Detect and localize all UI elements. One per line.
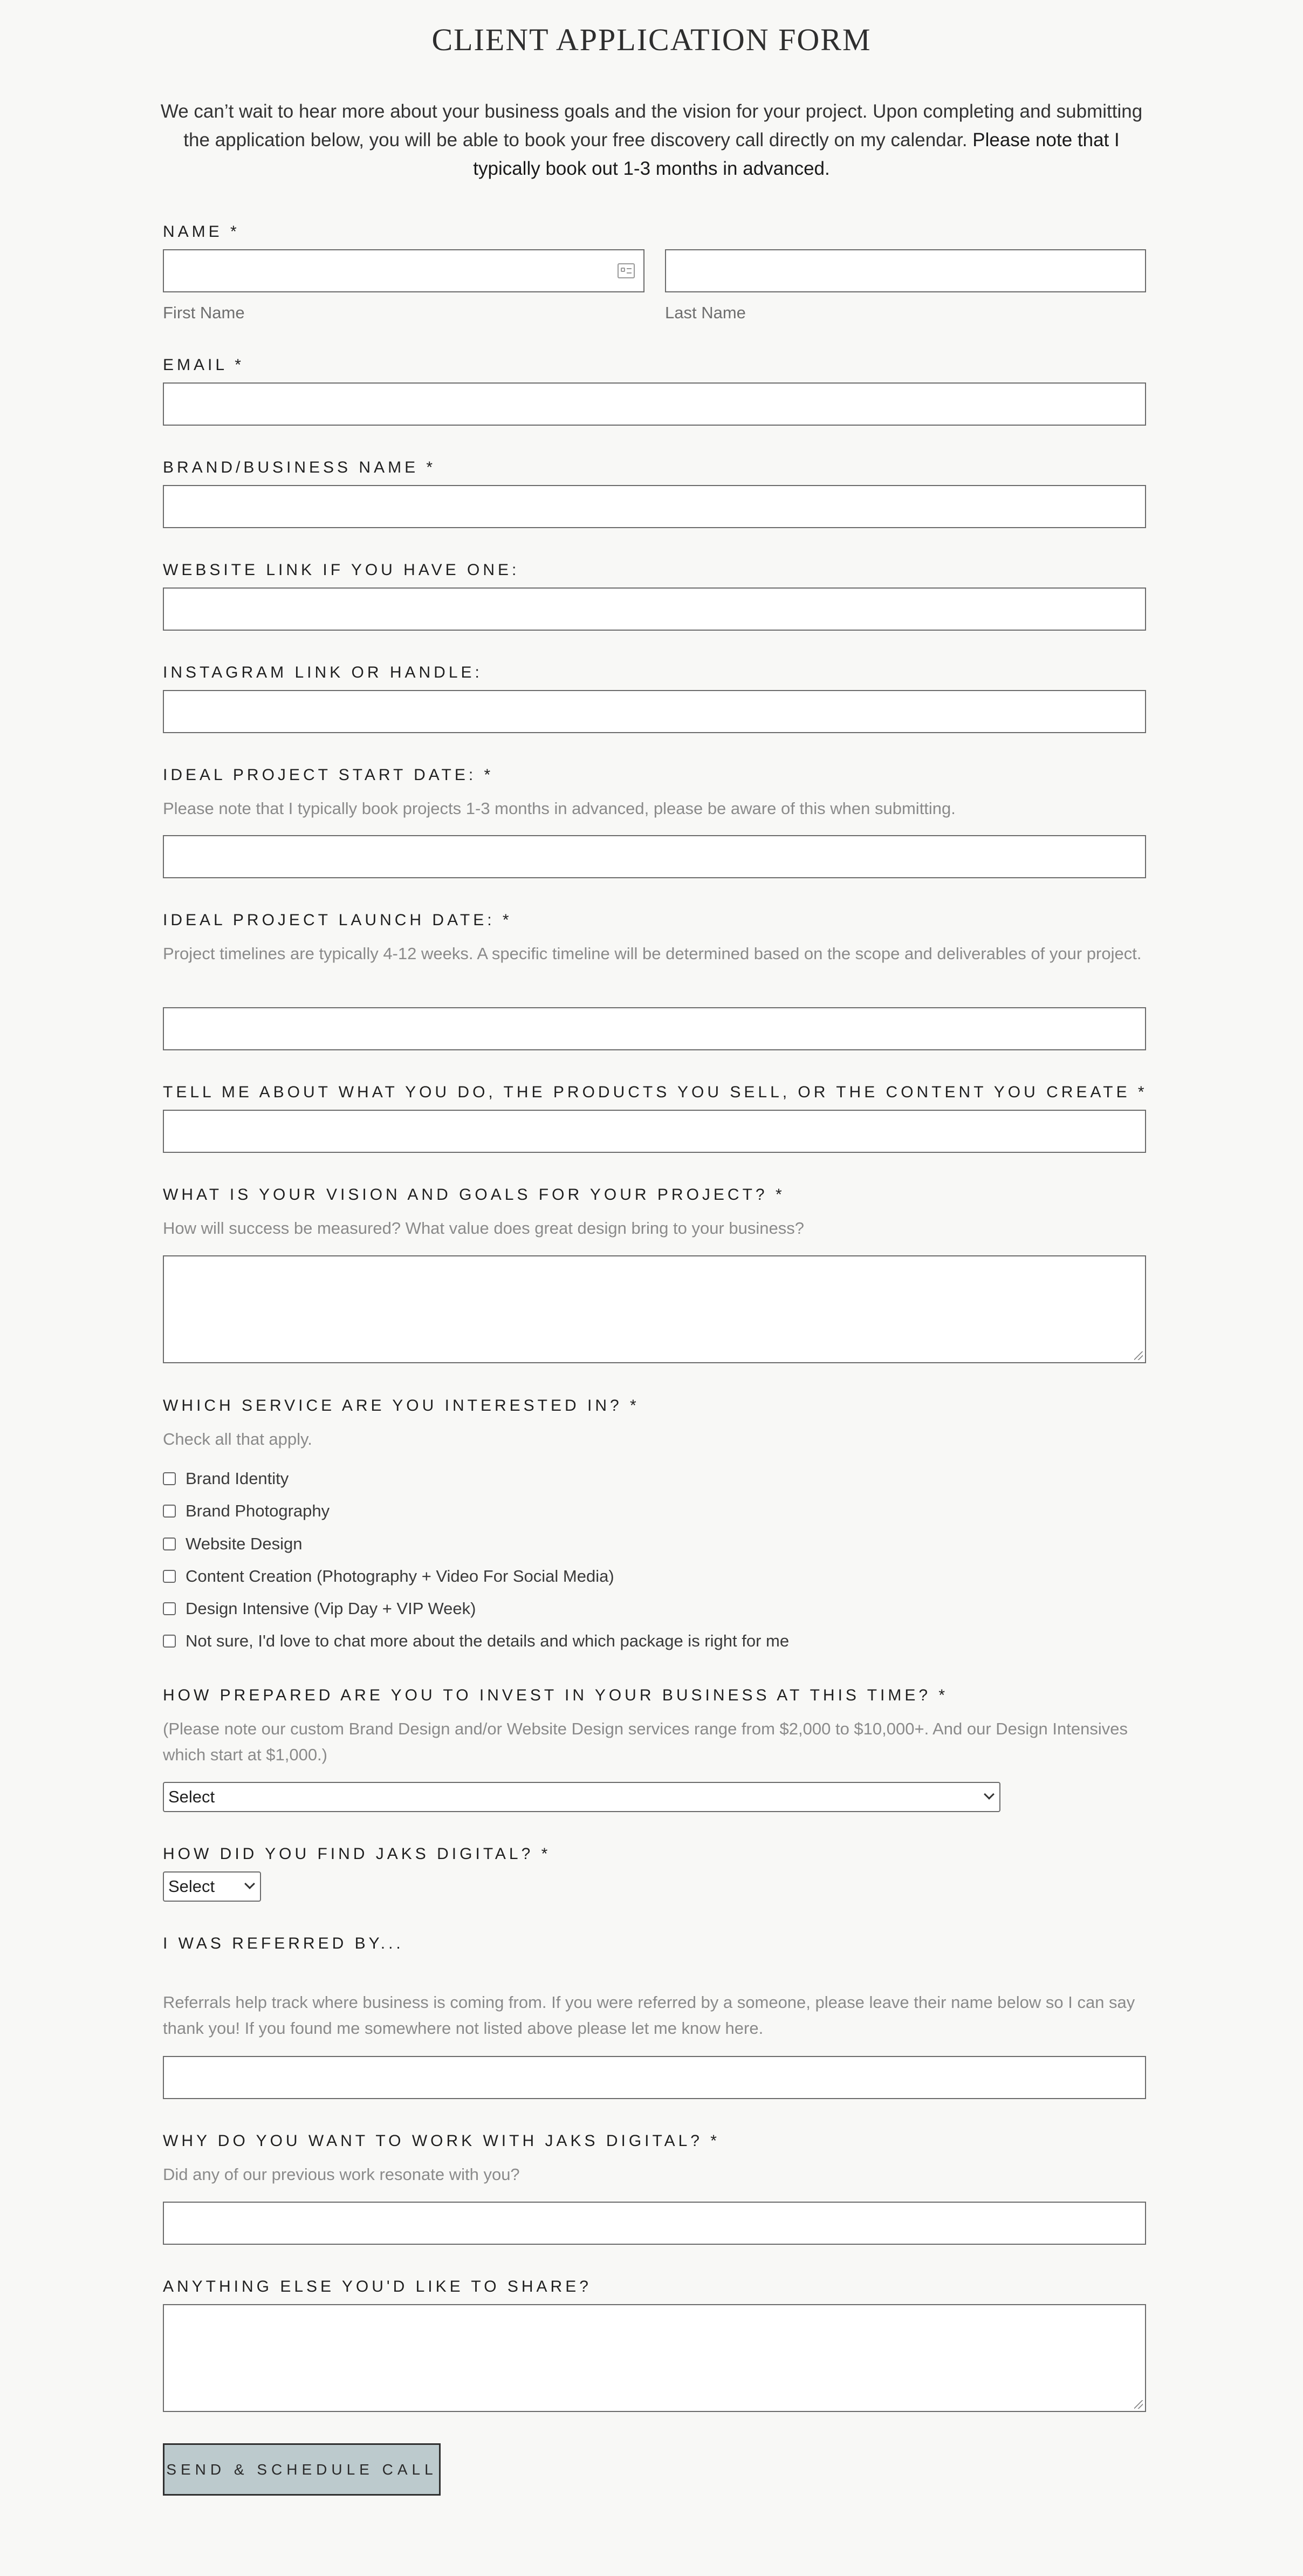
referred-description: Referrals help track where business is coming from. If you were referred by a someone, please leave their name below so I can say thank you! If you found me somewhere not listed above please let me know here. (163, 1993, 1135, 2038)
service-option-website-design[interactable] (163, 1533, 303, 1555)
website-label: WEBSITE LINK IF YOU HAVE ONE: (163, 561, 520, 579)
chevron-down-icon (244, 1878, 255, 1889)
invest-select[interactable] (163, 1782, 1000, 1812)
service-option-not-sure[interactable] (163, 1630, 789, 1652)
email-label: EMAIL * (163, 356, 244, 374)
service-option-label: Brand Identity (186, 1469, 289, 1488)
why-description: Did any of our previous work resonate with you? (163, 2165, 520, 2184)
why-input[interactable] (163, 2202, 1146, 2245)
page-title: CLIENT APPLICATION FORM (431, 22, 872, 57)
service-option-label: Website Design (186, 1534, 303, 1553)
service-checkbox[interactable] (163, 1472, 176, 1485)
services-label: WHICH SERVICE ARE YOU INTERESTED IN? * (163, 1397, 640, 1415)
chevron-down-icon (984, 1789, 995, 1800)
invest-label: HOW PREPARED ARE YOU TO INVEST IN YOUR BUSINESS AT THIS TIME? * (163, 1686, 949, 1704)
brand-name-input[interactable] (163, 485, 1146, 528)
find-select-value: Select (168, 1877, 215, 1896)
service-option-label: Brand Photography (186, 1501, 330, 1520)
intro-bold-note: Please note that I typically book out 1-3 months in advanced. (473, 129, 1120, 179)
send-schedule-call-button[interactable]: SEND & SCHEDULE CALL (163, 2443, 441, 2496)
find-label: HOW DID YOU FIND JAKS DIGITAL? * (163, 1845, 551, 1863)
services-description: Check all that apply. (163, 1430, 312, 1448)
service-option-label: Not sure, I'd love to chat more about the details and which package is right for me (186, 1631, 790, 1650)
intro-text (156, 97, 1147, 183)
contact-card-icon[interactable] (618, 263, 635, 278)
resize-handle-icon[interactable] (1134, 1351, 1143, 1360)
vision-textarea[interactable] (163, 1255, 1146, 1363)
start-date-label: IDEAL PROJECT START DATE: * (163, 766, 494, 784)
launch-date-label: IDEAL PROJECT LAUNCH DATE: * (163, 911, 512, 929)
launch-date-input[interactable] (163, 1007, 1146, 1050)
invest-select-value: Select (168, 1787, 215, 1806)
service-checkbox[interactable] (163, 1635, 176, 1648)
service-option-label: Design Intensive (Vip Day + VIP Week) (186, 1599, 476, 1618)
intro-body: We can’t wait to hear more about your business goals and the vision for your project. Upon completing and submitting the application below, you will be able to book your free discovery call directly on my calendar. (160, 101, 1143, 151)
first-name-sublabel: First Name (163, 303, 245, 322)
anything-else-label: ANYTHING ELSE YOU'D LIKE TO SHARE? (163, 2278, 592, 2295)
start-date-description: Please note that I typically book projects 1-3 months in advanced, please be aware of this when submitting. (163, 799, 956, 818)
last-name-input[interactable] (665, 249, 1146, 292)
service-option-content-creation[interactable] (163, 1566, 614, 1587)
anything-else-textarea[interactable] (163, 2304, 1146, 2412)
referred-input[interactable] (163, 2056, 1146, 2099)
referred-label: I WAS REFERRED BY... (163, 1935, 404, 1952)
service-checkbox[interactable] (163, 1538, 176, 1550)
service-option-brand-identity[interactable] (163, 1468, 289, 1489)
last-name-sublabel: Last Name (665, 303, 746, 322)
find-select[interactable] (163, 1871, 261, 1902)
instagram-input[interactable] (163, 690, 1146, 733)
service-option-design-intensive[interactable] (163, 1598, 476, 1620)
resize-handle-icon[interactable] (1134, 2400, 1143, 2409)
launch-date-description: Project timelines are typically 4-12 weeks. A specific timeline will be determined based on the scope and deliverables of your project. (163, 944, 1142, 963)
service-checkbox[interactable] (163, 1505, 176, 1518)
about-input[interactable] (163, 1110, 1146, 1153)
name-label: NAME * (163, 223, 240, 241)
service-checkbox[interactable] (163, 1602, 176, 1615)
start-date-input[interactable] (163, 835, 1146, 878)
invest-description: (Please note our custom Brand Design and/or Website Design services range from $2,000 to $10,000+. And our Design Intensives which start at $1,000.) (163, 1719, 1128, 1764)
service-option-label: Content Creation (Photography + Video For Social Media) (186, 1567, 614, 1586)
email-input[interactable] (163, 382, 1146, 426)
about-label: TELL ME ABOUT WHAT YOU DO, THE PRODUCTS YOU SELL, OR THE CONTENT YOU CREATE * (163, 1083, 1148, 1101)
instagram-label: INSTAGRAM LINK OR HANDLE: (163, 664, 483, 681)
vision-description: How will success be measured? What value does great design bring to your business? (163, 1219, 804, 1238)
why-label: WHY DO YOU WANT TO WORK WITH JAKS DIGITAL? * (163, 2132, 720, 2150)
website-input[interactable] (163, 587, 1146, 631)
service-checkbox[interactable] (163, 1570, 176, 1583)
service-option-brand-photography[interactable] (163, 1500, 330, 1522)
first-name-input[interactable] (163, 249, 644, 292)
vision-label: WHAT IS YOUR VISION AND GOALS FOR YOUR PROJECT? * (163, 1186, 785, 1204)
brand-name-label: BRAND/BUSINESS NAME * (163, 459, 436, 476)
